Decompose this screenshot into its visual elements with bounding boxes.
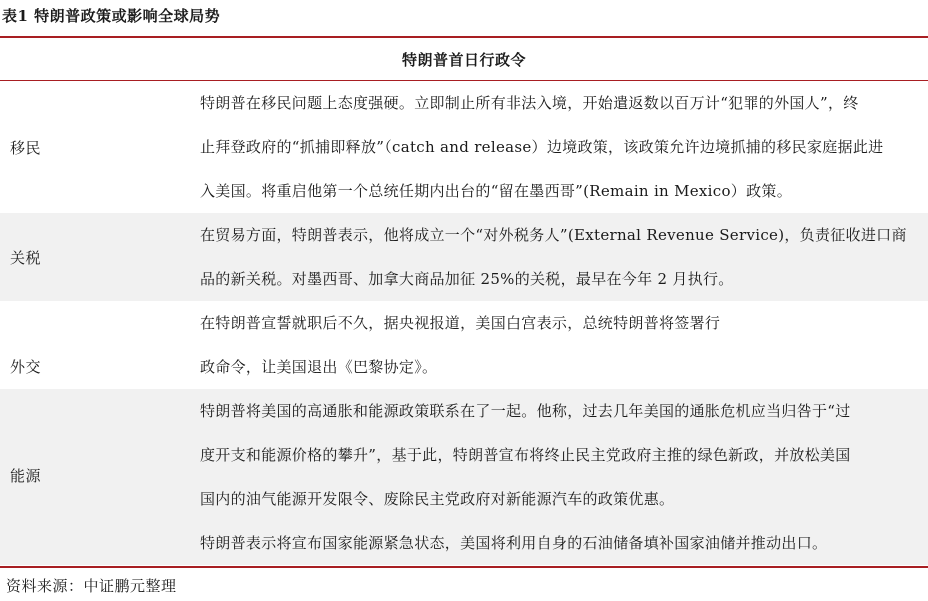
row-label-diplomacy: 外交 — [10, 358, 42, 376]
row-text-line: 品的新关税。对墨西哥、加拿大商品加征 25%的关税，最早在今年 2 月执行。 — [200, 270, 734, 288]
row-text-line: 特朗普在移民问题上态度强硬。立即制止所有非法入境，开始遣返数以百万计“犯罪的外国人”，终 — [200, 94, 859, 112]
row-text-line: 特朗普表示将宣布国家能源紧急状态，美国将利用自身的石油储备填补国家油储并推动出口。 — [200, 534, 828, 552]
row-label-immigration: 移民 — [10, 139, 42, 157]
row-text-line: 在贸易方面，特朗普表示，他将成立一个“对外税务人”(External Revenue Service)，负责征收进口商 — [200, 226, 907, 244]
row-text-line: 度开支和能源价格的攀升”，基于此，特朗普宣布将终止民主党政府主推的绿色新政，并放松美国 — [200, 446, 851, 464]
row-body-tariffs — [200, 213, 922, 301]
row-text-line: 在特朗普宣誓就职后不久，据央视报道，美国白宫表示，总统特朗普将签署行 — [200, 314, 721, 332]
row-label-tariffs: 关税 — [10, 249, 42, 267]
bottom-rule — [0, 566, 928, 568]
row-label-energy: 能源 — [10, 467, 42, 485]
table-row-immigration — [0, 81, 928, 213]
row-text-line: 政命令，让美国退出《巴黎协定》。 — [200, 358, 438, 376]
row-text-line: 止拜登政府的“抓捕即释放”（catch and release）边境政策，该政策允许边境抓捕的移民家庭据此进 — [200, 138, 884, 156]
row-body-diplomacy — [200, 301, 922, 389]
table-header: 特朗普首日行政令 — [401, 50, 526, 69]
row-text-line: 入美国。将重启他第一个总统任期内出台的“留在墨西哥”(Remain in Mexico）政策。 — [200, 182, 793, 200]
row-body-immigration — [200, 81, 922, 213]
source-note: 资料来源：中证鹏元整理 — [6, 577, 177, 595]
table-row-energy — [0, 389, 928, 565]
row-text-line: 特朗普将美国的高通胀和能源政策联系在了一起。他称，过去几年美国的通胀危机应当归咎于“过 — [200, 402, 851, 420]
table-row-diplomacy — [0, 301, 928, 389]
table-caption: 表1 特朗普政策或影响全球局势 — [2, 7, 221, 25]
table-row-tariffs — [0, 213, 928, 301]
row-text-line: 国内的油气能源开发限令、废除民主党政府对新能源汽车的政策优惠。 — [200, 490, 675, 508]
row-body-energy — [200, 389, 922, 565]
